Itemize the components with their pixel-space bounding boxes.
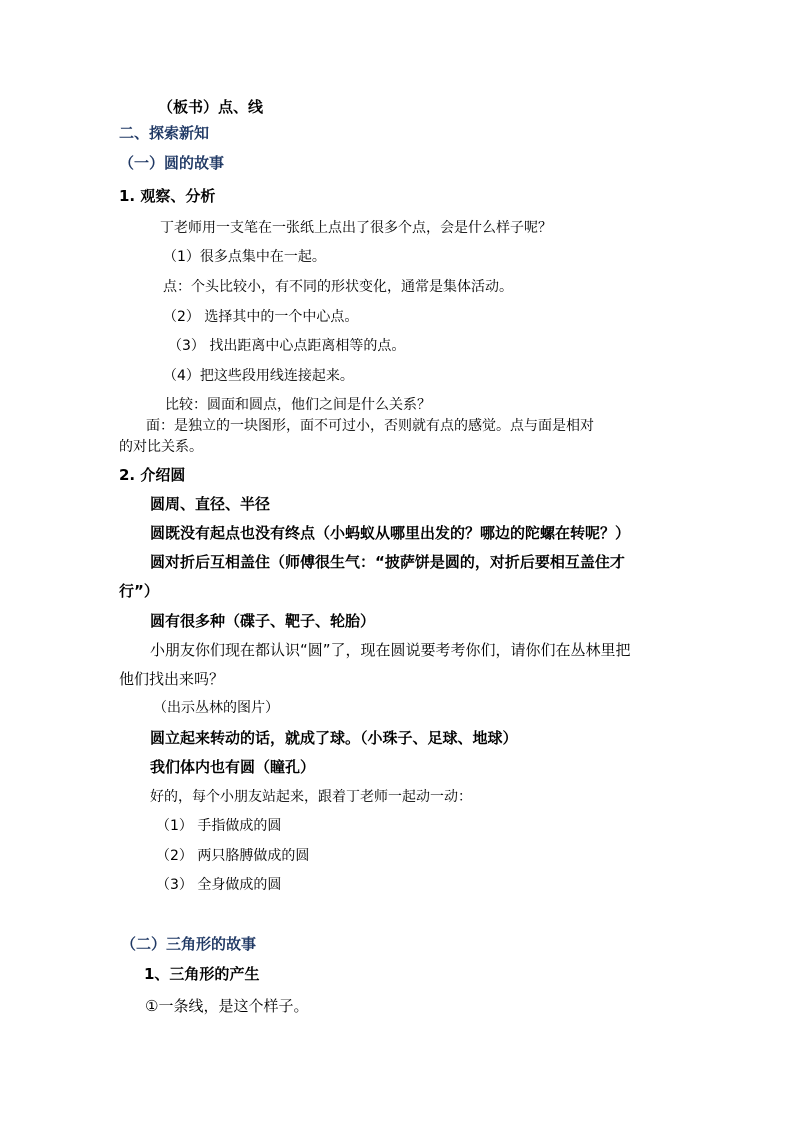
bold-line: 圆对折后互相盖住（师傅很生气：“披萨饼是圆的，对折后要相互盖住才 (150, 553, 625, 571)
paragraph: （出示丛林的图片） (153, 700, 279, 716)
list-item: （1）很多点集中在一起。 (163, 249, 326, 265)
bold-line: 我们体内也有圆（瞳孔） (150, 758, 316, 776)
list-item: （2） 两只胳膊做成的圆 (156, 848, 310, 864)
bold-line: 圆立起来转动的话，就成了球。（小珠子、足球、地球） (150, 729, 518, 747)
list-item: （3） 找出距离中心点距离相等的点。 (168, 338, 406, 354)
list-item: （2） 选择其中的一个中心点。 (163, 309, 359, 325)
subsection-heading: （二）三角形的故事 (121, 935, 257, 953)
paragraph: 的对比关系。 (119, 439, 203, 455)
paragraph: 点：个头比较小，有不同的形状变化，通常是集体活动。 (163, 279, 513, 295)
paragraph: 比较：圆面和圆点，他们之间是什么关系？ (165, 397, 431, 413)
paragraph: 小朋友你们现在都认识“圆”了，现在圆说要考考你们，请你们在丛林里把 (150, 641, 631, 659)
item-heading: 1. 观察、分析 (119, 187, 216, 205)
paragraph: 面：是独立的一块图形，面不可过小，否则就有点的感觉。点与面是相对 (146, 418, 594, 434)
paragraph: 他们找出来吗？ (119, 670, 225, 688)
list-item: （3） 全身做成的圆 (156, 877, 282, 893)
bold-line: 圆周、直径、半径 (150, 495, 271, 513)
paragraph: ①一条线，是这个样子。 (145, 997, 309, 1015)
list-item: （4）把这些段用线连接起来。 (163, 368, 354, 384)
list-item: （1） 手指做成的圆 (156, 818, 282, 834)
item-heading: 1、三角形的产生 (144, 965, 260, 983)
bold-line: 圆有很多种（碟子、靶子、轮胎） (150, 612, 376, 630)
bold-line: 行”） (119, 582, 159, 600)
paragraph: 丁老师用一支笔在一张纸上点出了很多个点，会是什么样子呢？ (160, 220, 552, 236)
section-heading: 二、探索新知 (119, 124, 210, 142)
bold-line: 圆既没有起点也没有终点（小蚂蚁从哪里出发的？哪边的陀螺在转呢？） (150, 524, 631, 542)
subsection-heading: （一）圆的故事 (119, 154, 225, 172)
paragraph: 好的，每个小朋友站起来，跟着丁老师一起动一动： (150, 789, 472, 805)
board-note: （板书）点、线 (158, 98, 264, 116)
item-heading: 2. 介绍圆 (119, 466, 186, 484)
